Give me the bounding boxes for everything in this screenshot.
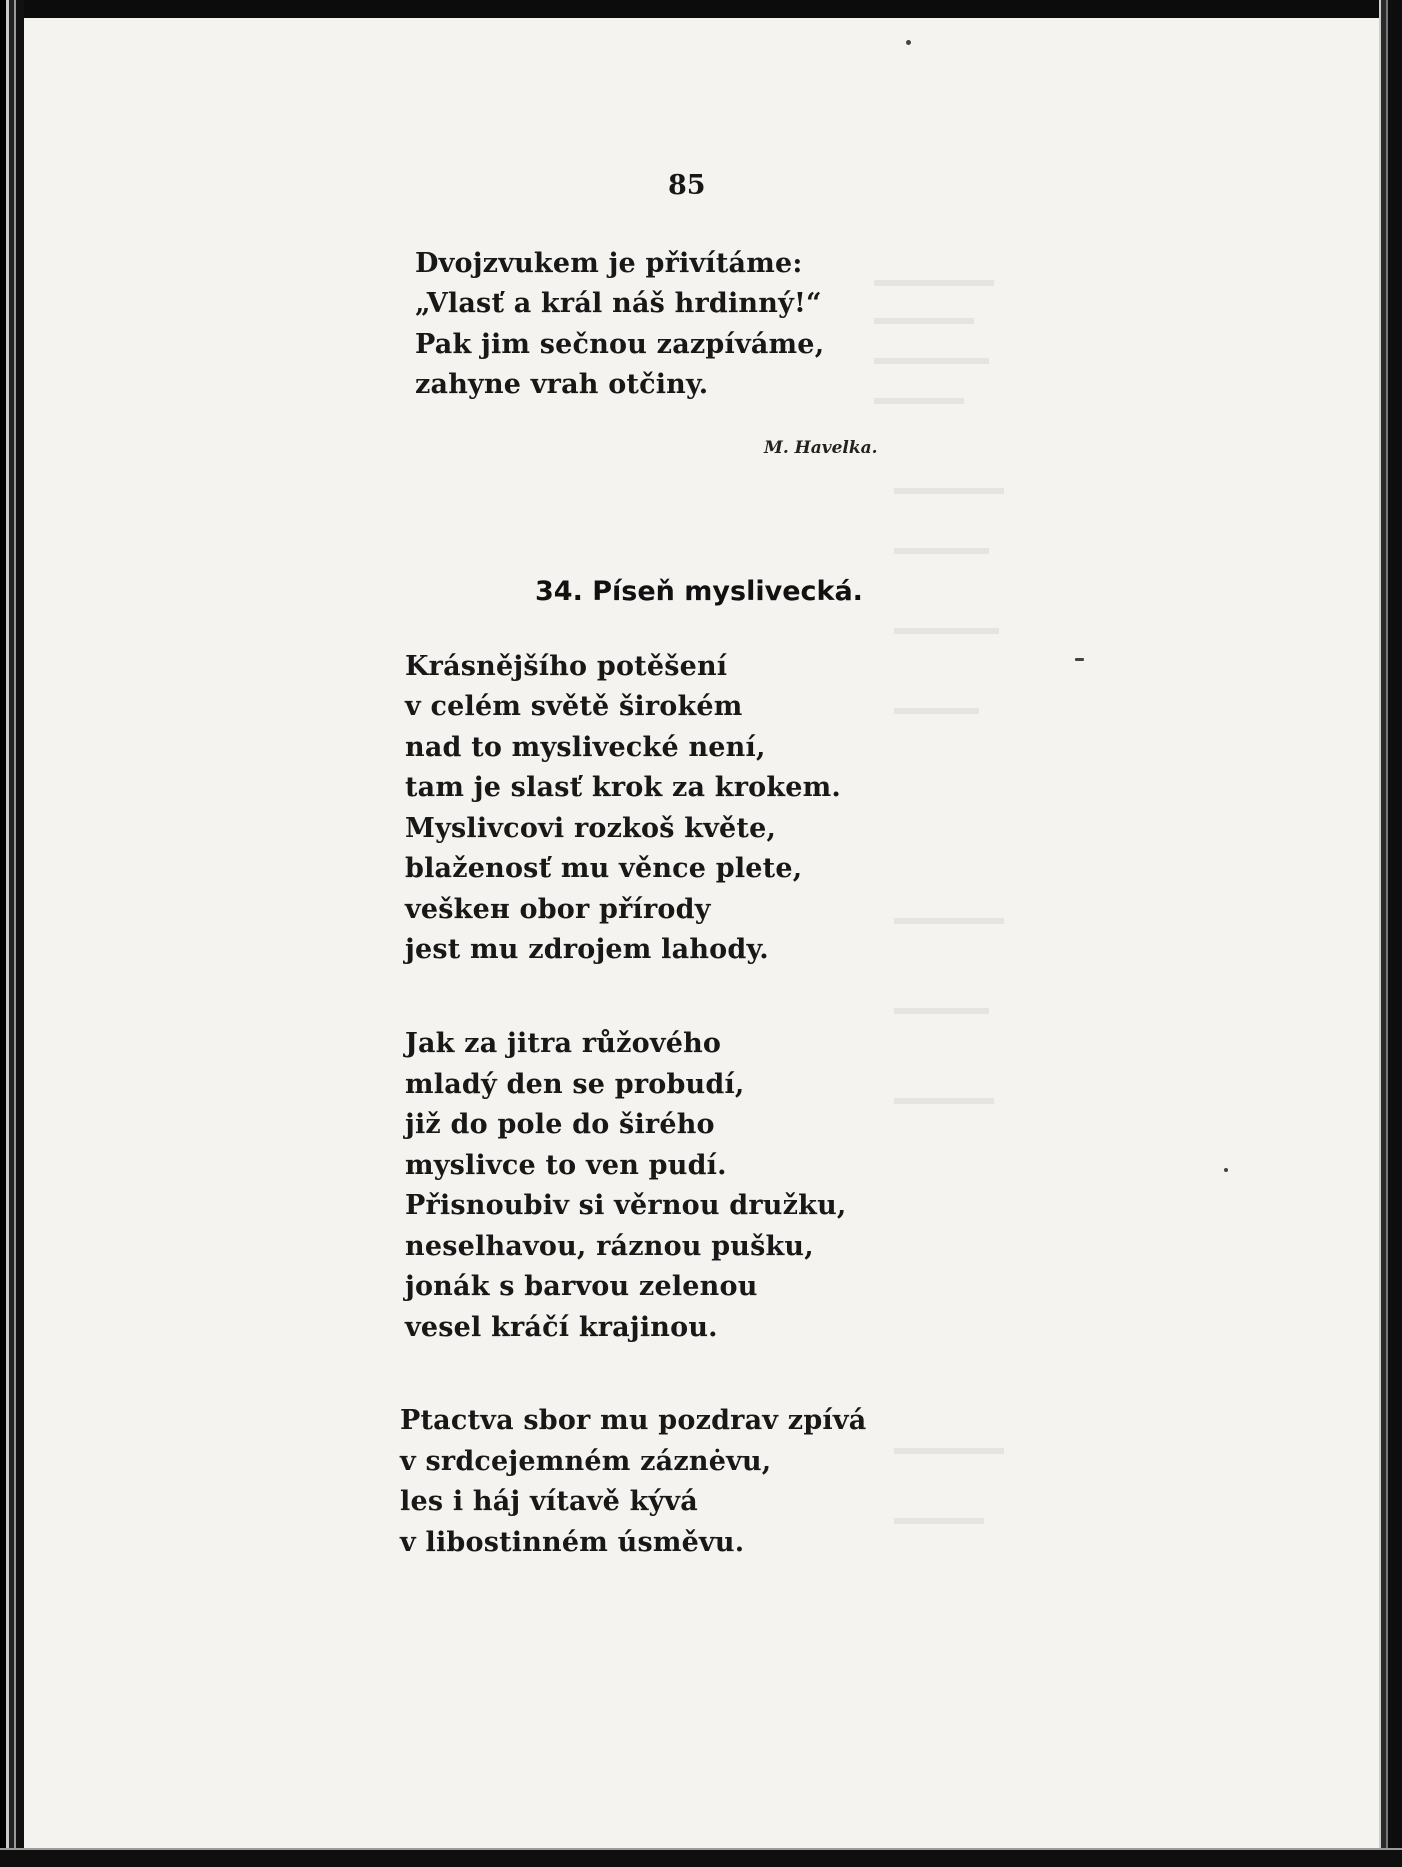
verse-line: jest mu zdrojem lahody. [405,934,769,965]
verse-line: „Vlasť a král náš hrdinný!“ [415,288,822,319]
verse-line: Ptactva sbor mu pozdrav zpívá [400,1405,867,1436]
bleed-through-mark [894,628,999,634]
bleed-through-mark [894,548,989,554]
bleed-through-mark [894,1098,994,1104]
verse-line: veškeн obor přírody [405,894,711,925]
scan-top-border [0,0,1402,18]
scan-speck [1075,658,1084,661]
bleed-through-mark [874,398,964,404]
verse-line: nad to myslivecké není, [405,732,766,763]
verse-line: blaženosť mu věnce plete, [405,853,803,884]
scan-speck [906,40,911,45]
verse-line: v srdcejemném záznėvu, [400,1446,772,1477]
scan-left-border [0,0,24,1867]
bleed-through-mark [894,1008,989,1014]
verse-line: již do pole do širého [405,1109,715,1140]
verse-line: v libostinném úsměvu. [400,1527,745,1558]
bleed-through-mark [894,1518,984,1524]
bleed-through-mark [894,1448,1004,1454]
author-signature: M. Havelka. [764,438,878,458]
bleed-through-mark [874,358,989,364]
verse-line: jonák s barvou zelenou [405,1271,758,1302]
verse-line: myslivce to ven pudí. [405,1150,727,1181]
verse-line: Pak jim sečnou zazpíváme, [415,329,825,360]
bleed-through-mark [874,280,994,286]
verse-line: v celém světě širokém [405,691,743,722]
verse-line: Dvojzvukem je přivítáme: [415,248,803,279]
verse-line: Myslivcovi rozkoš květe, [405,813,777,844]
verse-line: les i háj vítavě kývá [400,1486,698,1517]
bleed-through-mark [894,488,1004,494]
verse-line: tam je slasť krok za krokem. [405,772,841,803]
verse-line: zahyne vrah otčiny. [415,369,709,400]
verse-line: mladý den se probudí, [405,1069,745,1100]
verse-line: Krásnějšího potěšení [405,651,728,682]
bleed-through-mark [894,918,1004,924]
song-title: 34. Píseň myslivecká. [535,576,863,607]
scan-right-border [1379,0,1402,1867]
verse-line: Přisnoubiv si věrnou družku, [405,1190,847,1221]
book-page [24,18,1379,1848]
page-number: 85 [668,170,706,201]
verse-line: neselhavou, ráznou pušku, [405,1231,814,1262]
bleed-through-mark [874,318,974,324]
verse-line: Jak za jitra růžového [405,1028,722,1059]
verse-line: vesel kráčí krajinou. [405,1312,718,1343]
bleed-through-mark [894,708,979,714]
scan-bottom-border [0,1848,1402,1867]
scan-speck [1224,1168,1228,1172]
